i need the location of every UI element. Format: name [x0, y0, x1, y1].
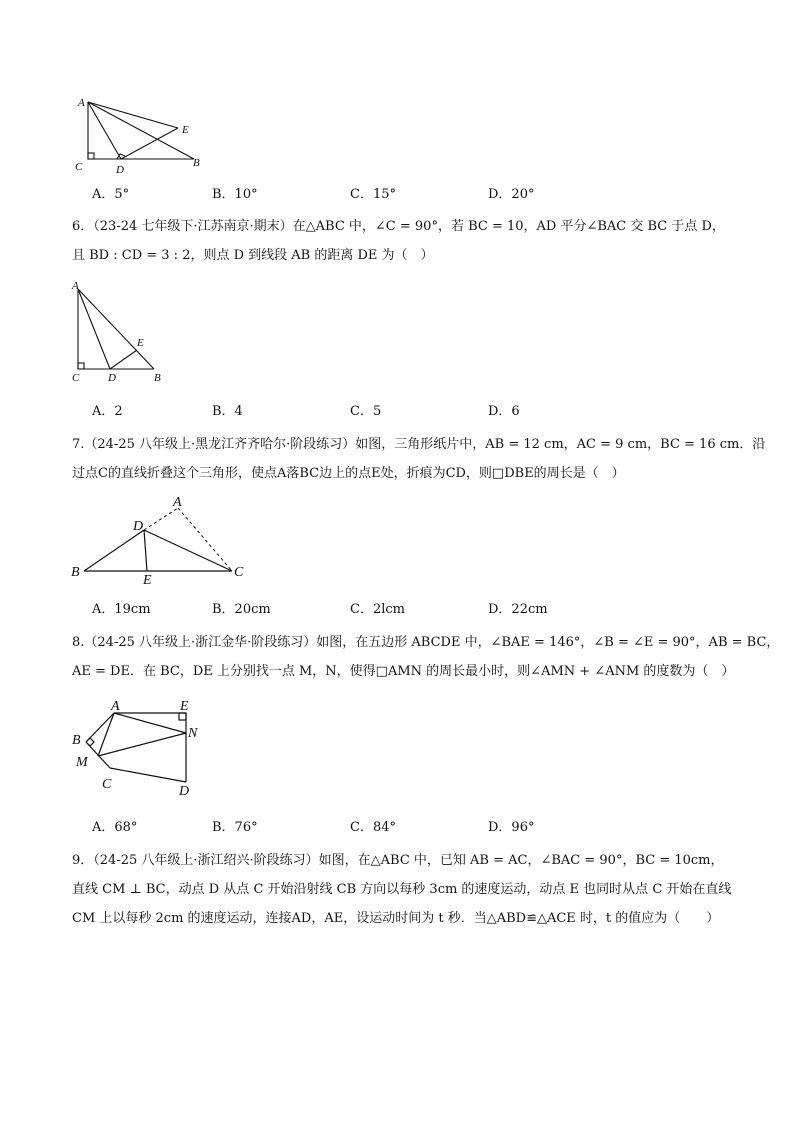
- q6-option-a[interactable]: A．2: [92, 404, 123, 419]
- q7-option-c[interactable]: C．2lcm: [350, 602, 405, 617]
- q8-label-c: C: [102, 777, 112, 792]
- q6-text-line1: 6．（23-24 七年级下·江苏南京·期末）在△ABC 中，∠C = 90°，若 BC = 10，AD 平分∠BAC 交 BC 于点 D，: [72, 219, 725, 234]
- q8-label-d: D: [179, 784, 190, 799]
- q7-label-a: A: [173, 495, 182, 510]
- q8-option-b[interactable]: B．76°: [212, 820, 258, 835]
- q7-option-d[interactable]: D．22cm: [488, 602, 548, 617]
- q6-label-a: A: [72, 280, 79, 292]
- q9-text-line3: CM 上以每秒 2cm 的速度运动，连接AD，AE，设运动时间为 t 秒．当△ABD≌△ACE 时，t 的值应为（ ）: [72, 911, 720, 926]
- q6-label-c: C: [72, 372, 80, 384]
- q5-label-a: A: [78, 97, 85, 109]
- q7-label-b: B: [71, 565, 80, 580]
- q8-text-line2: AE = DE．在 BC，DE 上分别找一点 M，N，使得□AMN 的周长最小时，则∠AMN + ∠ANM 的度数为（ ）: [72, 664, 735, 679]
- q6-figure: [68, 282, 178, 387]
- q8-option-d[interactable]: D．96°: [488, 820, 535, 835]
- q8-text-line1: 8.（24-25 八年级上·浙江金华·阶段练习）如图，在五边形 ABCDE 中，∠BAE = 146°，∠B = ∠E = 90°，AB = BC，: [72, 635, 780, 650]
- q8-label-b: B: [72, 733, 81, 748]
- q5-option-c[interactable]: C．15°: [350, 187, 396, 202]
- q6-option-b[interactable]: B．4: [212, 404, 243, 419]
- q7-text-line1: 7.（24-25 八年级上·黑龙江齐齐哈尔·阶段练习）如图，三角形纸片中，AB = 12 cm，AC = 9 cm，BC = 16 cm．沿: [72, 437, 766, 452]
- q8-label-a: A: [111, 699, 120, 714]
- q5-option-d[interactable]: D．20°: [488, 187, 535, 202]
- q8-label-m: M: [76, 755, 88, 770]
- q9-text-line2: 直线 CM ⊥ BC，动点 D 从点 C 开始沿射线 CB 方向以每秒 3cm 的速度运动，动点 E 也同时从点 C 开始在直线: [72, 882, 732, 897]
- q7-label-c: C: [234, 565, 244, 580]
- q5-label-d: D: [116, 164, 124, 176]
- q5-label-e: E: [182, 124, 189, 136]
- q8-figure: [66, 694, 216, 804]
- q5-figure: [72, 96, 212, 176]
- q8-label-n: N: [188, 726, 198, 741]
- q8-option-a[interactable]: A．68°: [92, 820, 138, 835]
- q6-label-e: E: [137, 337, 144, 349]
- q5-label-b: B: [193, 157, 200, 169]
- q8-label-e: E: [180, 699, 189, 714]
- q6-text-line2: 且 BD : CD = 3 : 2，则点 D 到线段 AB 的距离 DE 为（ ）: [72, 248, 434, 263]
- q7-label-d: D: [133, 519, 144, 534]
- q7-option-b[interactable]: B．20cm: [212, 602, 271, 617]
- q5-label-c: C: [75, 161, 83, 173]
- q6-label-d: D: [108, 372, 116, 384]
- q6-option-d[interactable]: D．6: [488, 404, 520, 419]
- q7-figure: [66, 492, 256, 592]
- q6-label-b: B: [154, 372, 161, 384]
- q9-text-line1: 9．（24-25 八年级上·浙江绍兴·阶段练习）如图，在△ABC 中，已知 AB = AC，∠BAC = 90°，BC = 10cm，: [72, 853, 724, 868]
- q5-option-a[interactable]: A．5°: [92, 187, 130, 202]
- q7-option-a[interactable]: A．19cm: [92, 602, 151, 617]
- q5-option-b[interactable]: B．10°: [212, 187, 258, 202]
- q7-text-line2: 过点C的直线折叠这个三角形，使点A落BC边上的点E处，折痕为CD，则□DBE的周长是（ ）: [72, 466, 625, 481]
- q6-option-c[interactable]: C．5: [350, 404, 382, 419]
- q8-option-c[interactable]: C．84°: [350, 820, 396, 835]
- q7-label-e: E: [143, 573, 152, 588]
